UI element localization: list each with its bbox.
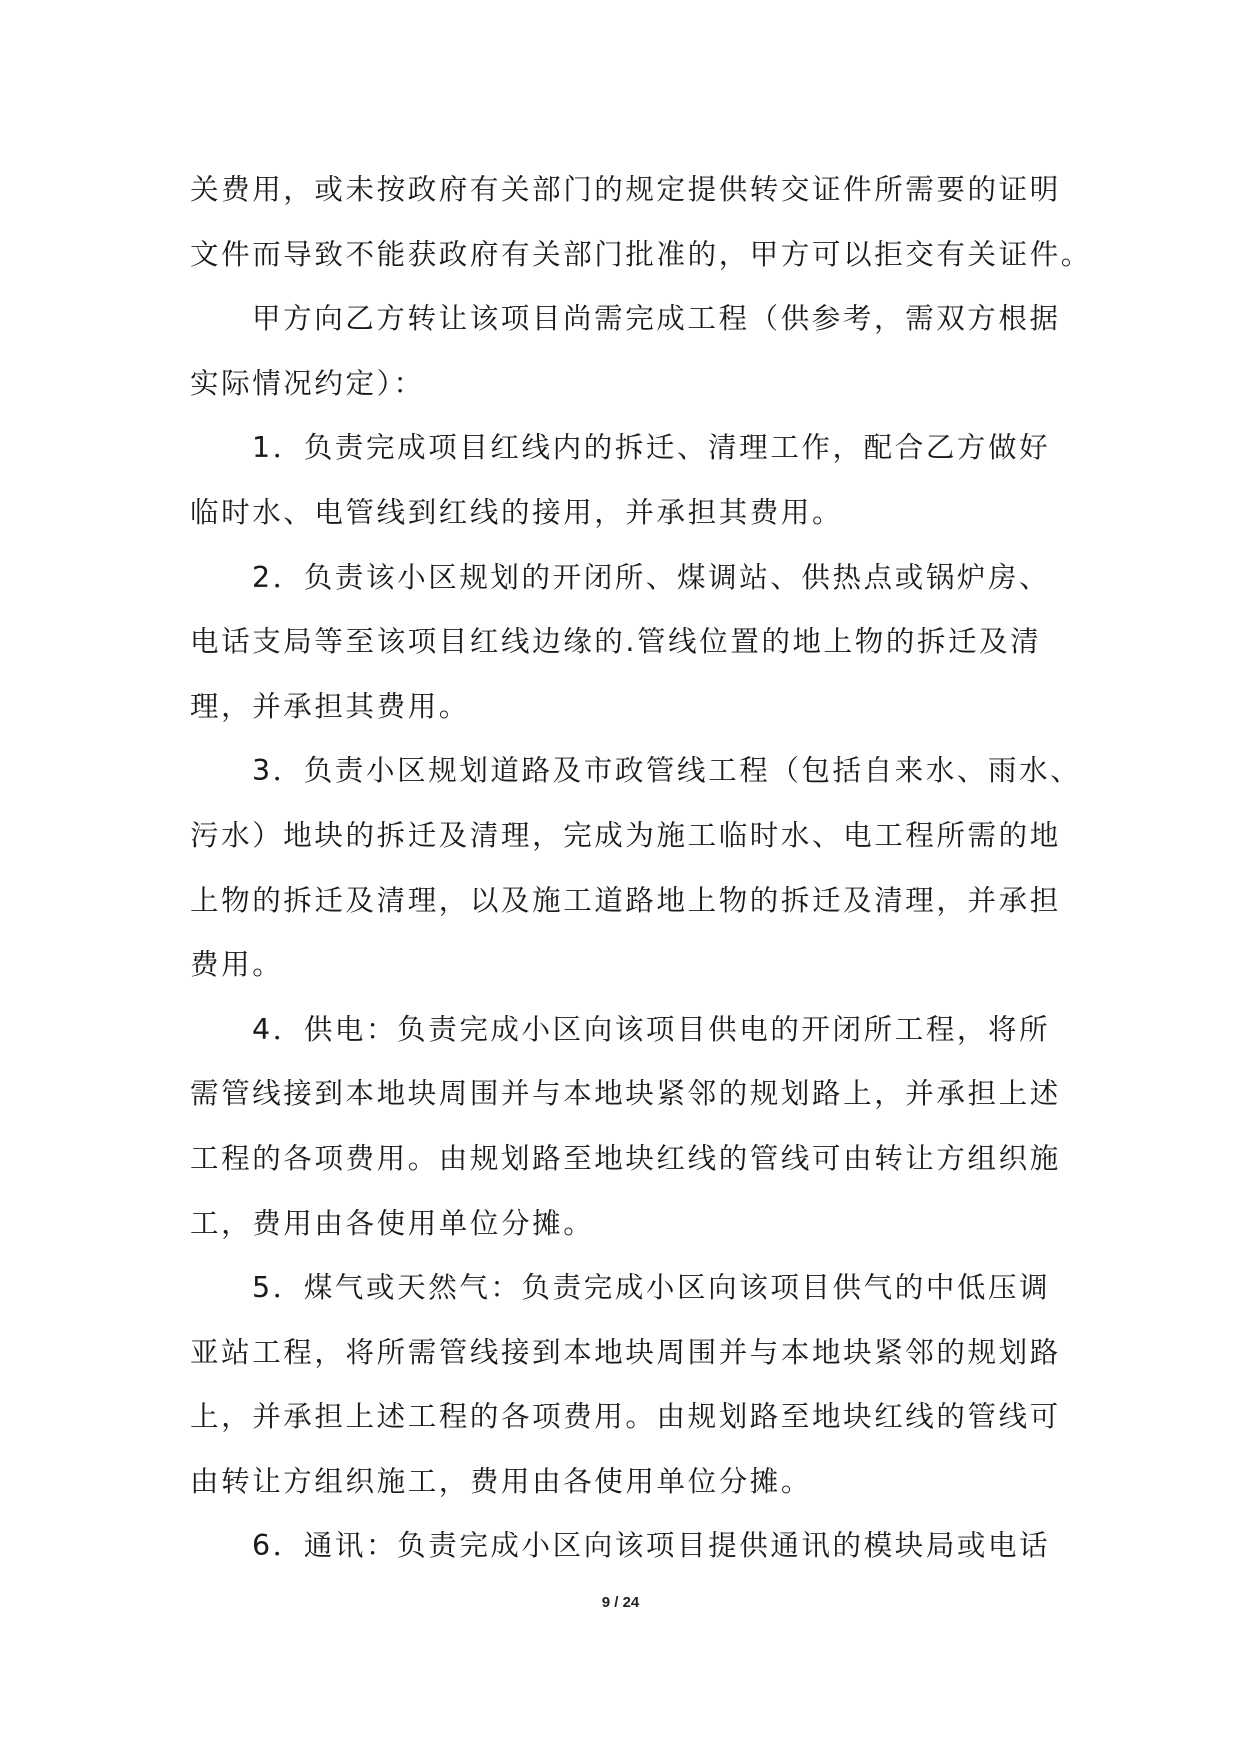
- text-line: 临时水、电管线到红线的接用，并承担其费用。: [190, 495, 844, 529]
- list-item-5: 5．煤气或天然气：负责完成小区向该项目供气的中低压调: [252, 1271, 1051, 1305]
- list-item-2: 2．负责该小区规划的开闭所、煤调站、供热点或锅炉房、: [252, 560, 1051, 594]
- text-line: 需管线接到本地块周围并与本地块紧邻的规划路上，并承担上述: [190, 1077, 1061, 1111]
- list-item-1: 1．负责完成项目红线内的拆迁、清理工作，配合乙方做好: [252, 431, 1051, 465]
- text-line: 实际情况约定）：: [190, 366, 425, 400]
- text-line: 关费用，或未按政府有关部门的规定提供转交证件所需要的证明: [190, 173, 1061, 206]
- text-line: 上，并承担上述工程的各项费用。由规划路至地块红线的管线可: [190, 1400, 1061, 1434]
- text-line: 理，并承担其费用。: [190, 689, 470, 723]
- text-line: 污水）地块的拆迁及清理，完成为施工临时水、电工程所需的地: [190, 818, 1061, 852]
- paragraph-line: 甲方向乙方转让该项目尚需完成工程（供参考，需双方根据: [252, 302, 1061, 336]
- text-line: 上物的拆迁及清理，以及施工道路地上物的拆迁及清理，并承担: [190, 883, 1061, 917]
- page-number: 9 / 24: [601, 1594, 640, 1611]
- document-body: [190, 158, 1092, 1579]
- text-line: 亚站工程，将所需管线接到本地块周围并与本地块紧邻的规划路: [190, 1335, 1061, 1369]
- list-item-4: 4．供电：负责完成小区向该项目供电的开闭所工程，将所: [252, 1012, 1051, 1046]
- text-line: 文件而导致不能获政府有关部门批准的，甲方可以拒交有关证件。: [190, 237, 1092, 271]
- text-line: 工程的各项费用。由规划路至地块红线的管线可由转让方组织施: [190, 1141, 1061, 1175]
- text-line: 费用。: [190, 948, 284, 982]
- text-line: 由转让方组织施工，费用由各使用单位分摊。: [190, 1464, 813, 1498]
- text-line: 电话支局等至该项目红线边缘的.管线位置的地上物的拆迁及清: [190, 625, 1042, 659]
- list-item-6: 6．通讯：负责完成小区向该项目提供通讯的模块局或电话: [252, 1529, 1051, 1563]
- text-line: 工，费用由各使用单位分摊。: [190, 1206, 595, 1240]
- list-item-3: 3．负责小区规划道路及市政管线工程（包括自来水、雨水、: [252, 754, 1082, 788]
